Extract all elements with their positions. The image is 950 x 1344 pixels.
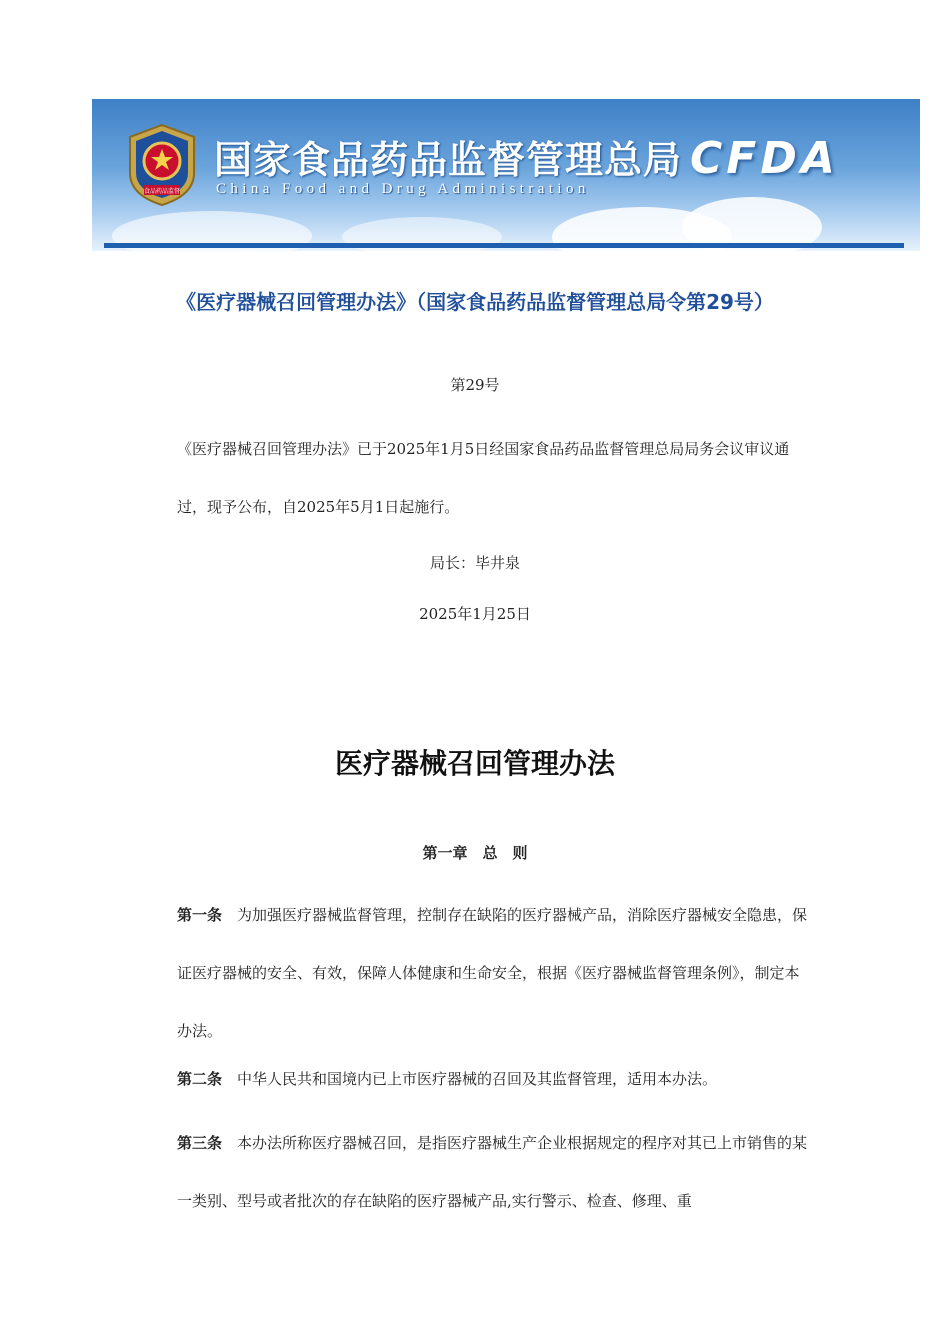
- article-text: 中华人民共和国境内已上市医疗器械的召回及其监督管理，适用本办法。: [237, 1070, 718, 1088]
- issue-date: 2025年1月25日: [419, 605, 531, 623]
- document-heading: 《医疗器械召回管理办法》（国家食品药品监督管理总局令第29号）: [176, 290, 774, 314]
- article-1: [145, 886, 810, 1060]
- article-text: 为加强医疗器械监督管理，控制存在缺陷的医疗器械产品，消除医疗器械安全隐患，保证医疗器械的安全、有效，保障人体健康和生命安全，根据《医疗器械监督管理条例》，制定本办法。: [177, 906, 808, 1040]
- agency-name-cn: 国家食品药品监督管理总局: [214, 137, 683, 182]
- article-label: 第三条: [177, 1134, 223, 1152]
- article-label: 第一条: [177, 906, 223, 924]
- article-3: [145, 1114, 810, 1230]
- header-banner: [92, 99, 920, 251]
- agency-name-en: China Food and Drug Administration: [216, 181, 590, 197]
- chapter-heading: 第一章 总 则: [422, 844, 528, 862]
- regulation-title: 医疗器械召回管理办法: [334, 747, 615, 780]
- cfda-logo: CFDA: [690, 133, 839, 184]
- national-emblem-icon: [124, 123, 200, 207]
- announcement-text: 《医疗器械召回管理办法》已于2025年1月5日经国家食品药品监督管理总局局务会议审议通过，现予公布，自2025年5月1日起施行。: [177, 440, 790, 516]
- banner-divider: [104, 243, 904, 248]
- order-number: 第29号: [450, 376, 500, 394]
- announcement-paragraph: [145, 420, 810, 536]
- article-text: 本办法所称医疗器械召回，是指医疗器械生产企业根据规定的程序对其已上市销售的某一类别、型号或者批次的存在缺陷的医疗器械产品,实行警示、检查、修理、重: [177, 1134, 808, 1210]
- signatory: 局长：毕井泉: [429, 554, 520, 572]
- emblem-caption: 食品药品监督: [143, 188, 181, 195]
- article-2: [145, 1050, 810, 1108]
- article-label: 第二条: [177, 1070, 223, 1088]
